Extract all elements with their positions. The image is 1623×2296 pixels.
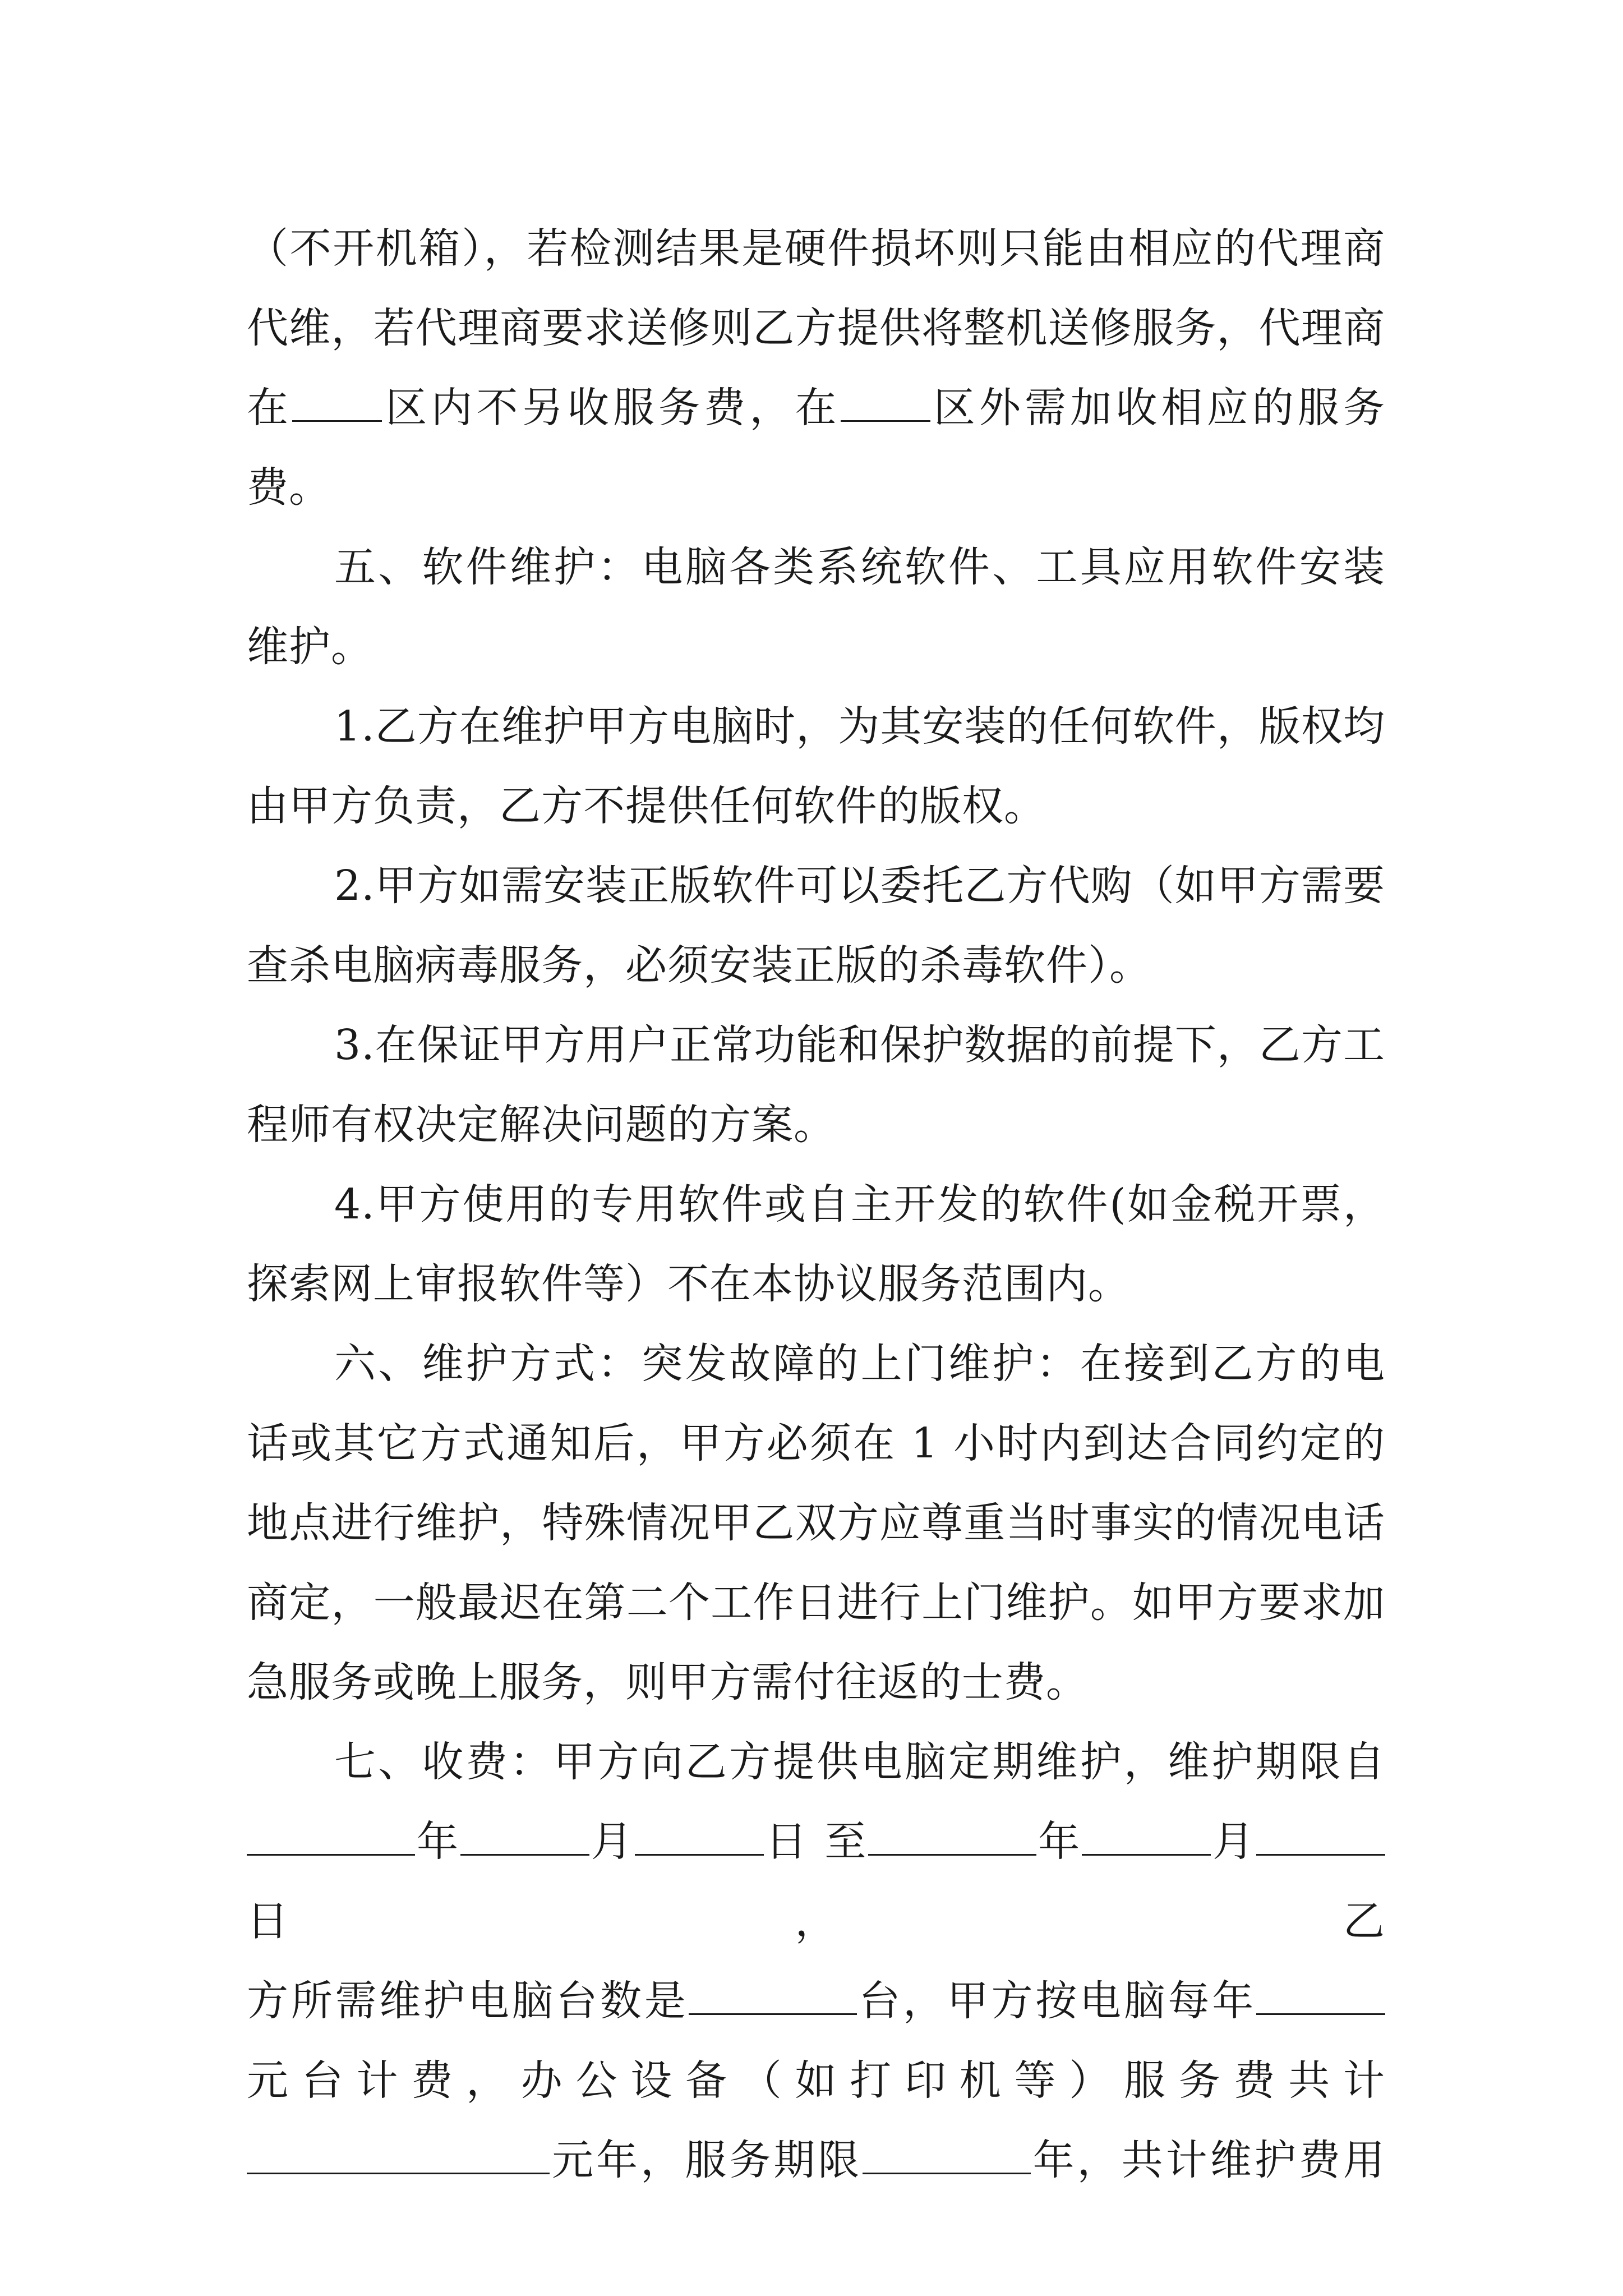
blank-field-yearly-fee[interactable] — [1256, 1980, 1385, 2015]
fees-line-1: 七、收费：甲方向乙方提供电脑定期维护，维护期限自 — [334, 1738, 1385, 1786]
label-day: 日，乙 — [247, 1897, 1385, 1945]
blank-field-service-term[interactable] — [863, 2139, 1031, 2174]
blank-field-start-day[interactable] — [635, 1820, 764, 1856]
paragraph-text: （不开机箱），若检测结果是硬件损坏则只能由相应的代理商代维，若代理商要求送修则乙方提供将整机送修服务，代理商在 — [247, 224, 1385, 432]
blank-field-office-fee[interactable] — [247, 2139, 550, 2174]
label-device-count: 方所需维护电脑台数是 — [247, 1977, 689, 2025]
blank-field-end-year[interactable] — [868, 1820, 1036, 1856]
paragraph-fees — [247, 1722, 1385, 2200]
label-year: 年 — [415, 1818, 460, 1866]
paragraph-text: 区内不另收服务费，在 — [382, 384, 841, 432]
label-year: 年 — [1036, 1818, 1082, 1866]
fees-line-2 — [247, 1802, 1385, 1961]
fees-line-4: 元台计费，办公设备（如打印机等）服务费共计 — [247, 2056, 1385, 2105]
paragraph-item-3: 3.在保证甲方用户正常功能和保护数据的前提下，乙方工程师有权决定解决问题的方案。 — [247, 1021, 1385, 1149]
paragraph-software-maintenance: 五、软件维护：电脑各类系统软件、工具应用软件安装维护。 — [247, 543, 1385, 671]
label-total-fee: 年，共计维护费用 — [1030, 2136, 1385, 2184]
document-page — [247, 209, 1385, 2200]
fees-line-3 — [247, 1961, 1385, 2041]
label-per-year: 台，甲方按电脑每年 — [856, 1977, 1256, 2025]
blank-field-start-month[interactable] — [460, 1820, 589, 1856]
label-month: 月 — [589, 1818, 635, 1866]
paragraph-hardware-repair — [247, 209, 1385, 527]
paragraph-item-4: 4.甲方使用的专用软件或自主开发的软件(如金税开票，探索网上审报软件等）不在本协议服务范围内。 — [247, 1180, 1385, 1308]
blank-field-end-day[interactable] — [1256, 1820, 1385, 1856]
paragraph-item-1: 1.乙方在维护甲方电脑时，为其安装的任何软件，版权均由甲方负责，乙方不提供任何软件的版权。 — [247, 702, 1385, 830]
label-day-to: 日 至 — [763, 1818, 869, 1866]
blank-field-end-month[interactable] — [1082, 1820, 1211, 1856]
fees-line-5 — [247, 2120, 1385, 2200]
blank-field-zone-outside[interactable] — [841, 386, 930, 422]
label-month: 月 — [1211, 1818, 1257, 1866]
blank-field-start-year[interactable] — [247, 1820, 415, 1856]
paragraph-item-2: 2.甲方如需安装正版软件可以委托乙方代购（如甲方需要查杀电脑病毒服务，必须安装正版的杀毒软件）。 — [247, 862, 1385, 990]
label-service-term: 元年，服务期限 — [550, 2136, 863, 2184]
blank-field-device-count[interactable] — [689, 1980, 857, 2015]
paragraph-maintenance-method: 六、维护方式：突发故障的上门维护：在接到乙方的电话或其它方式通知后，甲方必须在 1 小时内到达合同约定的地点进行维护，特殊情况甲乙双方应尊重当时事实的情况电话商定，一般最迟在第二个工作日进行上门维护。如甲方要求加急服务或晚上服务，则甲方需付往返的士费。 — [247, 1340, 1385, 1706]
paragraph-text: 区外需加收相应的服务费。 — [247, 384, 1386, 512]
blank-field-zone-inside[interactable] — [292, 386, 382, 422]
